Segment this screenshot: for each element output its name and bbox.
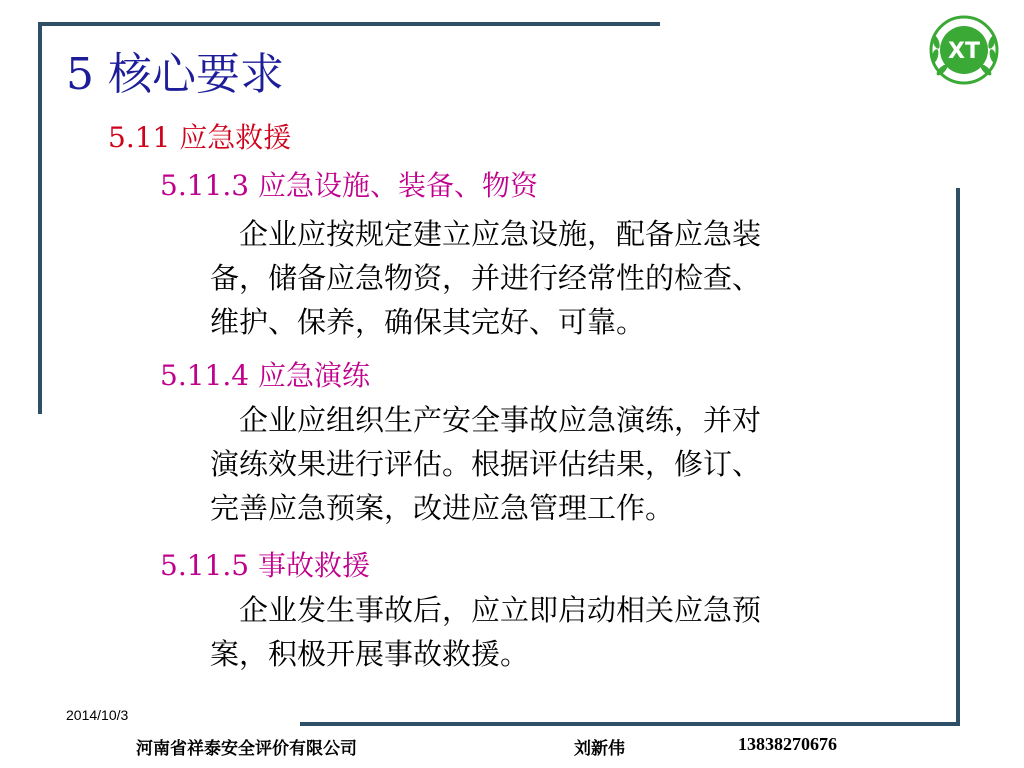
footer-company: 河南省祥泰安全评价有限公司 xyxy=(136,739,357,759)
subsection-heading-5-11-5: 5.11.5 事故救援 xyxy=(160,549,370,582)
body-line: 维护、保养，确保其完好、可靠。 xyxy=(210,305,646,339)
footer-person: 刘新伟 xyxy=(574,739,625,759)
body-line: 演练效果进行评估。根据评估结果，修订、 xyxy=(210,447,762,481)
slide-title: 5 核心要求 xyxy=(66,49,284,100)
xt-laurel-logo-icon xyxy=(924,12,1004,92)
frame-line-left xyxy=(38,22,42,414)
body-line: 企业应按规定建立应急设施，配备应急装 xyxy=(210,217,762,251)
body-line: 案，积极开展事故救援。 xyxy=(210,637,530,671)
subsection-heading-5-11-3: 5.11.3 应急设施、装备、物资 xyxy=(160,169,538,202)
section-heading: 5.11 应急救援 xyxy=(108,121,292,154)
body-line: 完善应急预案，改进应急管理工作。 xyxy=(210,491,675,525)
body-line: 企业应组织生产安全事故应急演练，并对 xyxy=(210,403,762,437)
footer-phone: 13838270676 xyxy=(738,734,837,754)
logo-text: XT xyxy=(948,39,980,64)
body-line: 企业发生事故后，应立即启动相关应急预 xyxy=(210,593,762,627)
body-line: 备，储备应急物资，并进行经常性的检查、 xyxy=(210,261,762,295)
footer-date: 2014/10/3 xyxy=(66,707,129,723)
subsection-body-5-11-5 xyxy=(210,588,962,676)
subsection-body-5-11-4 xyxy=(210,398,962,530)
frame-line-top xyxy=(38,22,660,26)
subsection-heading-5-11-4: 5.11.4 应急演练 xyxy=(160,359,370,392)
frame-line-bottom xyxy=(300,722,960,726)
subsection-body-5-11-3 xyxy=(210,212,962,344)
